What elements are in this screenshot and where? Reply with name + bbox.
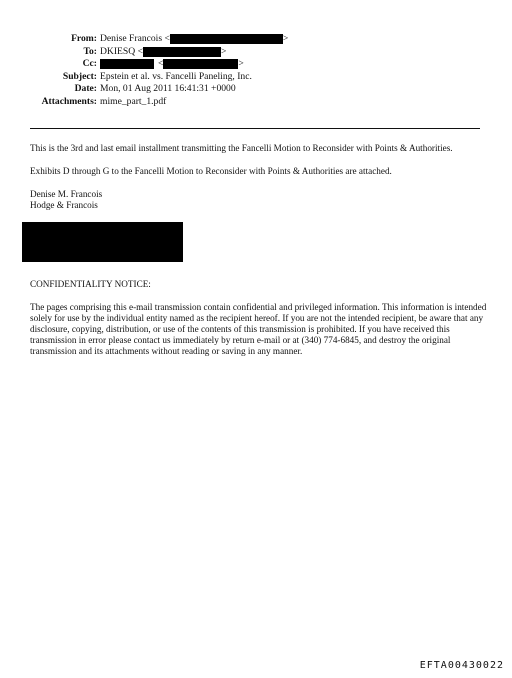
- signature-name: Denise M. Francois: [30, 189, 103, 199]
- document-id: EFTA00430022: [419, 660, 504, 671]
- to-label: To:: [83, 45, 97, 57]
- redaction-bar: [143, 47, 221, 57]
- signature-redaction: [22, 222, 183, 262]
- redaction-bar: [170, 34, 283, 44]
- email-body: [30, 143, 485, 211]
- subject-label: Subject:: [62, 70, 97, 82]
- cc-open: <: [158, 58, 164, 70]
- cc-label: Cc:: [82, 58, 97, 70]
- signature-firm: Hodge & Francois: [30, 200, 98, 210]
- subject-value: Epstein et al. vs. Fancelli Paneling, Inc.: [100, 70, 252, 82]
- subject-row: [0, 71, 512, 84]
- cc-close: >: [238, 58, 244, 70]
- email-header: [0, 33, 512, 109]
- from-row: [0, 33, 512, 46]
- to-value: DKIESQ <: [100, 45, 143, 57]
- confidentiality-text: The pages comprising this e-mail transmission contain confidential and privileged information. This information is intended solely for use by the individual entity named as the recipient hereof. If you are not the intended recipient, be aware that any disclosure, copying, distribution, or use of the contents of this transmission is prohibited. If you have received this transmission in error please contact us immediately by return e-mail or at (340) 774-6845, and destroy the original transmission and its attachments without reading or saving in any manner.: [30, 302, 487, 356]
- date-value: Mon, 01 Aug 2011 16:41:31 +0000: [100, 83, 236, 95]
- redaction-bar: [163, 59, 238, 69]
- date-label: Date:: [74, 83, 97, 95]
- body-paragraph-1: This is the 3rd and last email installment transmitting the Fancelli Motion to Reconsider with Points & Authorities.: [30, 143, 453, 153]
- date-row: [0, 83, 512, 96]
- attachment-link[interactable]: mime_part_1.pdf: [100, 95, 167, 107]
- from-label: From:: [71, 33, 97, 44]
- header-divider: [30, 128, 480, 129]
- redaction-bar: [100, 59, 154, 69]
- confidentiality-title: CONFIDENTIALITY NOTICE:: [30, 279, 151, 289]
- body-paragraph-2: Exhibits D through G to the Fancelli Motion to Reconsider with Points & Authorities are attached.: [30, 166, 392, 176]
- from-close: >: [282, 33, 289, 44]
- cc-row: [0, 58, 512, 71]
- attachments-label: Attachments:: [41, 95, 97, 107]
- to-close: >: [221, 45, 227, 57]
- attachments-row: [0, 96, 512, 109]
- to-row: [0, 46, 512, 59]
- from-value: Denise Francois <: [100, 33, 170, 44]
